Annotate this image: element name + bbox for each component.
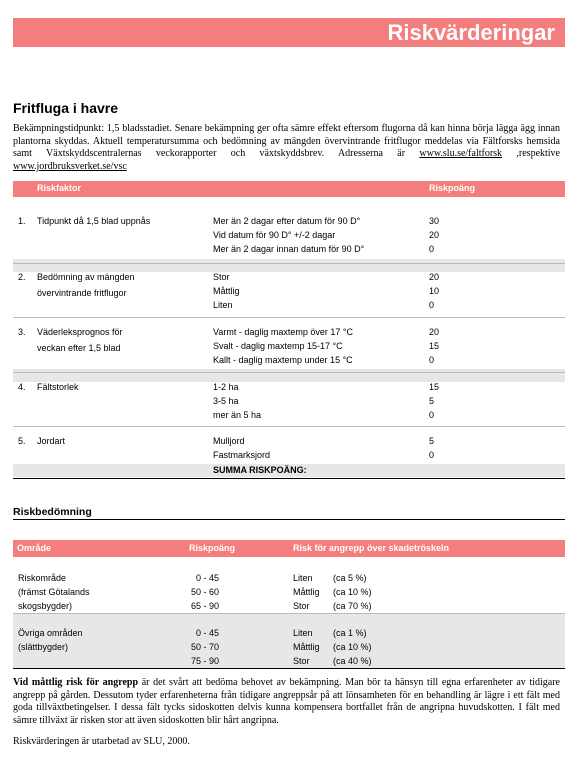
link-faltforsk[interactable]: www.slu.se/faltforsk [419,148,503,160]
row-number: 5. [18,436,26,446]
option-text: 3-5 ha [213,396,239,406]
risk-factor-label: Bedömning av mängden [37,272,135,282]
risk-level: Liten [293,573,313,583]
sum-label: SUMMA RISKPOÄNG: [213,465,307,475]
option-points: 30 [429,216,440,226]
divider [13,263,565,264]
area-label: skogsbygder) [18,601,73,611]
option-points: 15 [429,341,440,351]
rule [13,519,565,520]
risk-percent: (ca 10 %) [333,587,372,597]
points-range: 50 - 60 [190,587,219,597]
points-range: 65 - 90 [190,601,219,611]
row-shade [13,369,565,382]
option-points: 0 [429,450,435,460]
option-points: 15 [429,382,440,392]
option-points: 20 [429,327,440,337]
points-range: 0 - 45 [195,628,219,638]
option-text: Varmt - daglig maxtemp över 17 °C [213,327,353,337]
risk-percent: (ca 10 %) [333,642,372,652]
option-text: mer än 5 ha [213,410,262,420]
option-text: Stor [213,272,230,282]
row-number: 3. [18,327,26,337]
section-heading: Fritfluga i havre [13,100,119,116]
risk-factor-label: Jordart [37,436,66,446]
title-banner [13,18,565,47]
risk-factor-label: veckan efter 1,5 blad [37,343,121,353]
page-title: Riskvärderingar [387,20,555,45]
option-text: Mer än 2 dagar innan datum för 90 D° [213,244,365,254]
header-risk: Risk för angrepp över skadetröskeln [293,543,450,553]
option-text: Liten [213,300,233,310]
option-text: Mulljord [213,436,245,446]
option-text: Måttlig [213,286,240,296]
intro-mid: ,respektive [502,148,560,160]
option-points: 0 [429,355,435,365]
intro-paragraph [13,123,560,173]
header-riskpoang: Riskpoäng [429,183,476,193]
area-label: (slättbygder) [18,642,69,652]
row-number: 1. [18,216,26,226]
risk-factor-label: övervintrande fritflugor [37,288,127,298]
risk-factor-label: Fältstorlek [37,382,79,392]
rule [13,668,565,669]
option-text: Svalt - daglig maxtemp 15-17 °C [213,341,343,351]
option-text: Fastmarksjord [213,450,271,460]
option-points: 0 [429,244,435,254]
note-text: är det svårt att bedöma behovet av bekämpning. Man bör ta hänsyn till egna erfarenheter av tidigare angrepp på gården. Dessutom tyder erfarenheterna från tidigare angreppsår på att lönsamheten för en behandling är lägre i ett fält med goda tillväxtbetingelser. I dessa fält tycks sidoskotten delvis kunna kompensera bortfallet från de angripna huvudskotten. I fält med sämre tillväxt är risken stor att även sidoskotten blir hårt angripna. [13,677,560,726]
link-jordbruksverket[interactable]: www.jordbruksverket.se/vsc [13,160,127,172]
risk-percent: (ca 1 %) [333,628,367,638]
assessment-table-header [13,540,565,557]
option-text: Vid datum för 90 D° +/-2 dagar [213,230,336,240]
footer-credit: Riskvärderingen är utarbetad av SLU, 2000. [13,736,190,747]
area-label: Övriga områden [18,628,83,638]
option-points: 5 [429,436,435,446]
table-bottom-rule [13,478,565,479]
option-points: 0 [429,300,435,310]
intro-text: Bekämpningstidpunkt: 1,5 bladsstadiet. Senare bekämpning ger ofta sämre effekt eftersom flugorna då kan hinna börja lägga ägg innan plantorna skyddas. Aktuell temperatursumma och bedömning av mängden övervintrande fritflugor meddelas via Fältforsks hemsida samt Växtskyddscentralernas veckorapporter och växtskyddsbrev. Adresserna är [13,123,560,160]
header-omrade: Område [17,543,52,553]
risk-level: Stor [293,656,310,666]
header-riskfaktor: Riskfaktor [37,183,82,193]
divider [13,372,565,373]
area-label: Riskområde [18,573,67,583]
note-paragraph [13,677,560,727]
option-points: 20 [429,230,440,240]
option-points: 5 [429,396,435,406]
row-shade [13,259,565,272]
divider [13,426,565,427]
points-range: 50 - 70 [190,642,219,652]
risk-percent: (ca 70 %) [333,601,372,611]
header-riskpoang-2: Riskpoäng [189,543,236,553]
area-label: (främst Götalands [18,587,90,597]
points-range: 0 - 45 [195,573,219,583]
risk-level: Liten [293,628,313,638]
option-text: 1-2 ha [213,382,239,392]
note-bold: Vid måttlig risk för angrepp [13,677,139,688]
risk-percent: (ca 40 %) [333,656,372,666]
risk-factor-label: Väderleksprognos för [37,327,123,337]
risk-assessment-heading: Riskbedömning [13,506,92,518]
option-text: Kallt - daglig maxtemp under 15 °C [213,355,353,365]
divider [13,613,565,614]
option-points: 10 [429,286,440,296]
risk-table-header [13,181,565,197]
risk-level: Måttlig [293,587,320,597]
row-number: 4. [18,382,26,392]
risk-percent: (ca 5 %) [333,573,367,583]
risk-factor-label: Tidpunkt då 1,5 blad uppnås [37,216,151,226]
divider [13,317,565,318]
option-text: Mer än 2 dagar efter datum för 90 D° [213,216,361,226]
risk-level: Måttlig [293,642,320,652]
points-range: 75 - 90 [190,656,219,666]
option-points: 20 [429,272,440,282]
risk-level: Stor [293,601,310,611]
group-shade [13,613,565,668]
option-points: 0 [429,410,435,420]
row-number: 2. [18,272,26,282]
